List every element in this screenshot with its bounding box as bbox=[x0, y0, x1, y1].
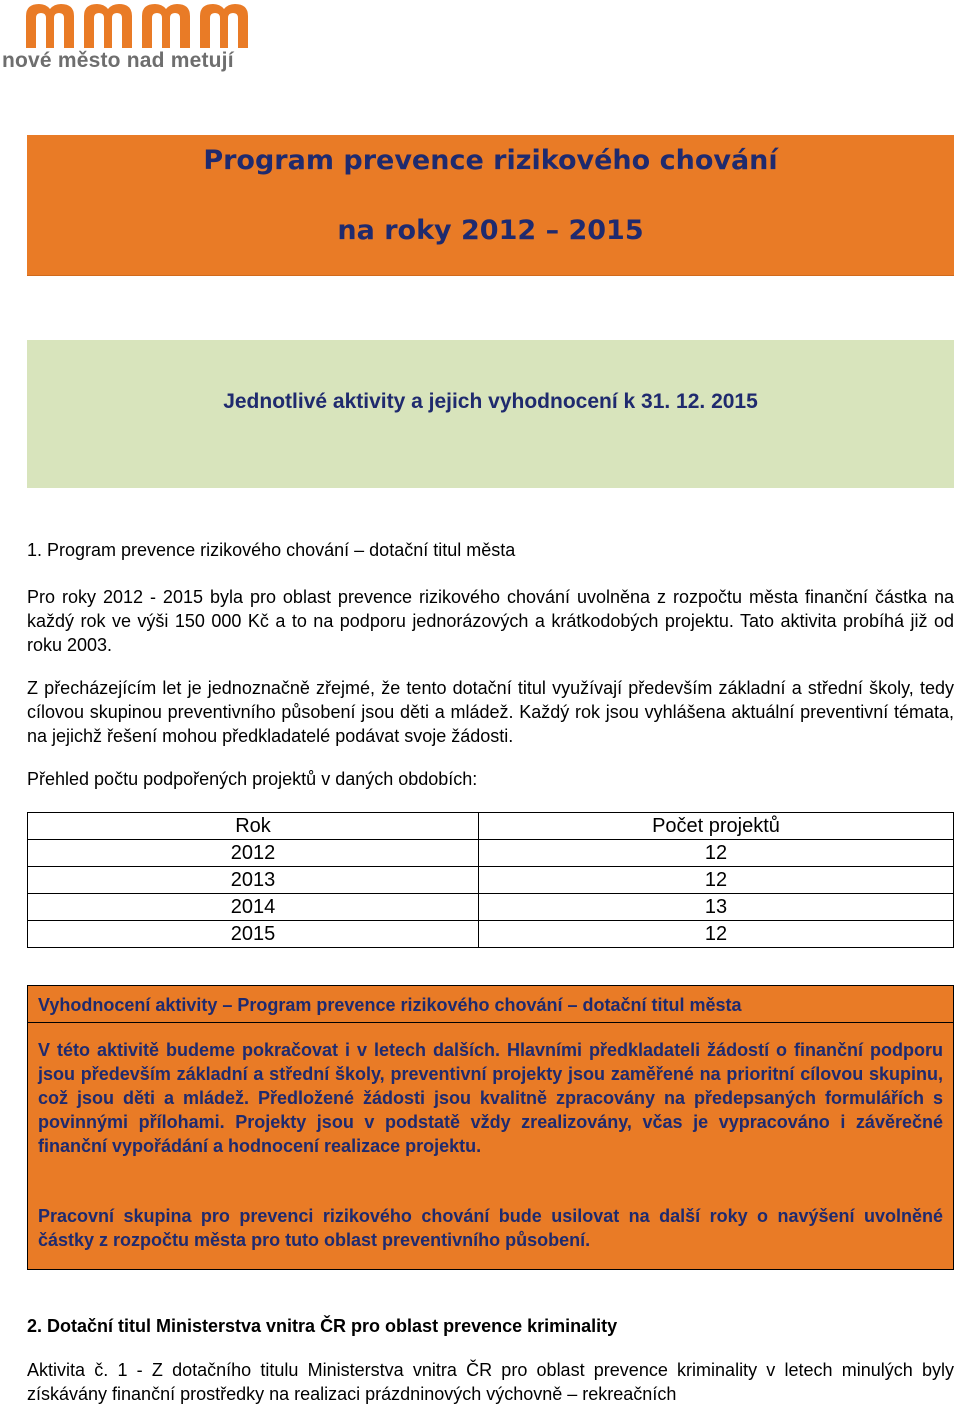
section1-paragraph-1: Pro roky 2012 - 2015 byla pro oblast prevence rizikového chování uvolněna z rozpočtu města finanční částka na každý rok ve výši 150 000 Kč a to na podporu jednorázových a krátkodobých projektu. Tato aktivita probíhá již od roku 2003. bbox=[27, 587, 954, 655]
evaluation-title: Vyhodnocení aktivity – Program prevence rizikového chování – dotační titul města bbox=[38, 995, 742, 1015]
section1-heading: 1. Program prevence rizikového chování – dotační titul města bbox=[27, 540, 516, 560]
table-cell-year: 2012 bbox=[28, 840, 479, 867]
table-row bbox=[28, 867, 954, 894]
table-cell-count: 12 bbox=[479, 921, 954, 948]
title-banner bbox=[27, 135, 954, 275]
evaluation-paragraph-1: V této aktivitě budeme pokračovat i v letech dalších. Hlavními předkladateli žádostí o finanční podporu jsou především základní a střední školy, preventivní projekty jsou zaměřené na prioritní cílovou skupinu, což jsou děti a mládež. Předložené žádosti jsou kvalitně zpracovány na předepsaných formulářích s povinnými přílohami. Projekty jsou v podstatě vždy zrealizovány, včas je vypracováno i závěrečné finanční vypořádání a hodnocení realizace projektu. bbox=[38, 1040, 943, 1156]
evaluation-paragraph-2: Pracovní skupina pro prevenci rizikového chování bude usilovat na další roky o navýšení uvolněné částky z rozpočtu města pro tuto oblast preventivního působení. bbox=[38, 1206, 943, 1250]
section1-paragraph-2: Z přecházejícím let je jednoznačně zřejmé, že tento dotační titul využívají především základní a střední školy, tedy cílovou skupinou preventivního působení jsou děti a mládež. Každý rok jsou vyhlášena aktuální preventivní témata, na jejichž řešení mohou předkladatelé podávat svoje žádosti. bbox=[27, 678, 954, 746]
section2-paragraph-1: Aktivita č. 1 - Z dotačního titulu Ministerstva vnitra ČR pro oblast prevence kriminality v letech minulých byly získávány finanční prostředky na realizaci prázdninových výchovně – rekreačních bbox=[27, 1360, 954, 1404]
table-cell-count: 12 bbox=[479, 867, 954, 894]
logo-mark-icon bbox=[26, 4, 248, 48]
logo-text: nové město nad metují bbox=[2, 49, 234, 72]
document-title: Program prevence rizikového chování bbox=[203, 145, 778, 176]
table-row bbox=[28, 921, 954, 948]
subtitle-banner bbox=[27, 340, 954, 488]
table-row bbox=[28, 894, 954, 921]
evaluation-box bbox=[27, 985, 954, 1270]
document-subtitle: Jednotlivé aktivity a jejich vyhodnocení k 31. 12. 2015 bbox=[223, 390, 758, 413]
table-cell-count: 13 bbox=[479, 894, 954, 921]
table-cell-year: 2014 bbox=[28, 894, 479, 921]
projects-table bbox=[27, 812, 954, 948]
table-cell-year: 2013 bbox=[28, 867, 479, 894]
table-header-row bbox=[28, 813, 954, 840]
document-period: na roky 2012 – 2015 bbox=[337, 215, 644, 246]
table-header-year: Rok bbox=[28, 813, 479, 840]
section2-heading: 2. Dotační titul Ministerstva vnitra ČR pro oblast prevence kriminality bbox=[27, 1316, 618, 1336]
table-intro: Přehled počtu podpořených projektů v daných obdobích: bbox=[27, 769, 478, 789]
table-header-count: Počet projektů bbox=[479, 813, 954, 840]
table-cell-year: 2015 bbox=[28, 921, 479, 948]
table-row bbox=[28, 840, 954, 867]
evaluation-divider bbox=[28, 1022, 953, 1023]
table-cell-count: 12 bbox=[479, 840, 954, 867]
city-logo bbox=[0, 0, 290, 80]
